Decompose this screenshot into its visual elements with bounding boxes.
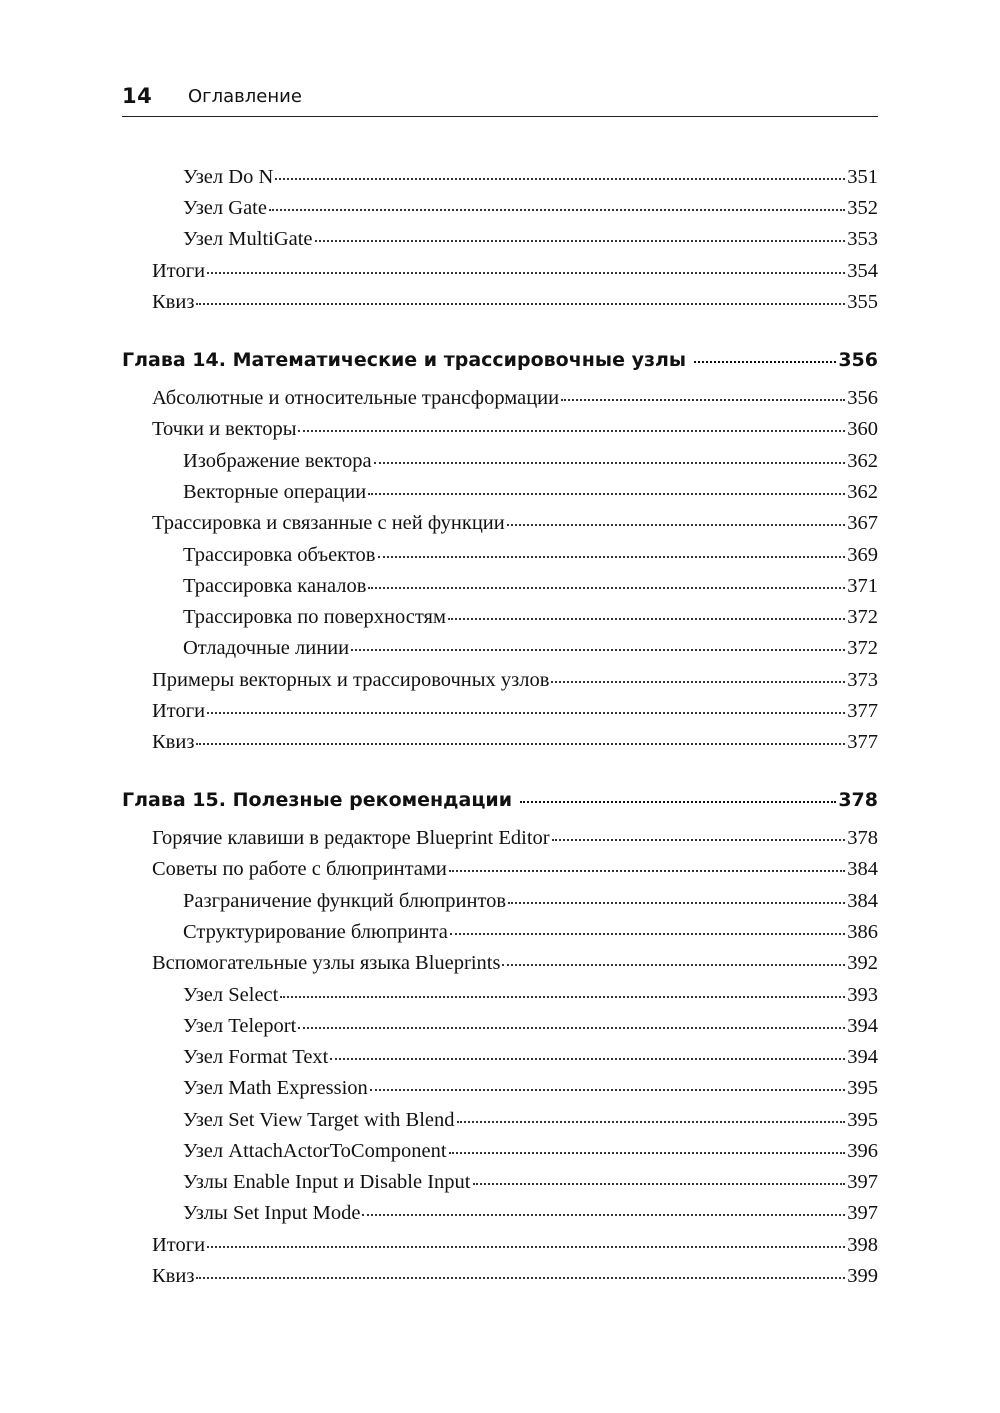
toc-entry-page: 393 xyxy=(847,984,878,1006)
chapter-title: Глава 14. Математические и трассировочные узлы xyxy=(122,349,687,371)
dot-leader xyxy=(552,838,846,841)
toc-entry-blueprint-tips[interactable] xyxy=(152,858,878,881)
dot-leader xyxy=(298,429,845,432)
toc-entry-title: Абсолютные и относительные трансформации xyxy=(152,387,560,409)
toc-entry-title: Узел Select xyxy=(183,984,279,1006)
dot-leader xyxy=(449,869,845,872)
toc-entry-title: Разграничение функций блюпринтов xyxy=(183,890,507,912)
dot-leader xyxy=(694,360,836,363)
toc-entry-tracing[interactable] xyxy=(152,512,878,535)
dot-leader xyxy=(275,177,845,180)
dot-leader xyxy=(561,398,845,401)
dot-leader xyxy=(196,302,845,305)
toc-entry-points-vectors[interactable] xyxy=(152,418,878,441)
dot-leader xyxy=(351,648,845,651)
toc-entry-page: 377 xyxy=(847,731,878,753)
toc-entry-blueprint-structure[interactable] xyxy=(183,921,878,944)
toc-entry-debug-lines[interactable] xyxy=(183,637,878,660)
toc-entry-format-text[interactable] xyxy=(183,1046,878,1069)
toc-entry-title: Векторные операции xyxy=(183,481,367,503)
toc-entry-quiz[interactable] xyxy=(152,731,878,754)
dot-leader xyxy=(207,711,845,714)
dot-leader xyxy=(520,800,836,803)
toc-entry-title: Трассировка и связанные с ней функции xyxy=(152,512,505,534)
dot-leader xyxy=(449,1151,846,1154)
toc-entry-page: 372 xyxy=(847,606,878,628)
toc-entry-title: Узлы Set Input Mode xyxy=(183,1202,361,1224)
toc-entry-page: 362 xyxy=(847,450,878,472)
toc-entry-page: 371 xyxy=(847,575,878,597)
dot-leader xyxy=(370,1088,845,1091)
toc-entry-title: Узел Do N xyxy=(183,166,274,188)
dot-leader xyxy=(450,932,845,935)
page-number: 14 xyxy=(122,84,153,108)
dot-leader xyxy=(368,492,845,495)
toc-entry-page: 367 xyxy=(847,512,878,534)
dot-leader xyxy=(507,523,846,526)
toc-entry-title: Узел MultiGate xyxy=(183,228,313,250)
toc-entry-title: Узлы Enable Input и Disable Input xyxy=(183,1171,471,1193)
toc-entry-page: 386 xyxy=(847,921,878,943)
toc-entry-transforms[interactable] xyxy=(152,387,878,410)
toc-entry-page: 384 xyxy=(847,890,878,912)
toc-entry-page: 395 xyxy=(847,1077,878,1099)
toc-chapter-14[interactable] xyxy=(122,349,878,371)
toc-entry-page: 356 xyxy=(847,387,878,409)
toc-entry-channel-tracing[interactable] xyxy=(183,575,878,598)
toc-entry-surface-tracing[interactable] xyxy=(183,606,878,629)
toc-entry-title: Итоги xyxy=(152,1234,206,1256)
toc-entry-quiz[interactable] xyxy=(152,291,878,314)
dot-leader xyxy=(457,1120,846,1123)
toc-entry-title: Узел AttachActorToComponent xyxy=(183,1140,447,1162)
toc-entry-page: 355 xyxy=(847,291,878,313)
toc-entry-math-expression[interactable] xyxy=(183,1077,878,1100)
toc-entry-page: 369 xyxy=(847,544,878,566)
toc-entry-page: 394 xyxy=(847,1015,878,1037)
toc-entry-vector-operations[interactable] xyxy=(183,481,878,504)
dot-leader xyxy=(448,617,845,620)
toc-entry-page: 372 xyxy=(847,637,878,659)
toc-entry-attach-actor[interactable] xyxy=(183,1140,878,1163)
dot-leader xyxy=(502,963,845,966)
dot-leader xyxy=(330,1057,845,1060)
toc-entry-title: Структурирование блюпринта xyxy=(183,921,448,943)
chapter-page: 378 xyxy=(838,789,878,811)
dot-leader xyxy=(362,1213,845,1216)
toc-entry-title: Трассировка каналов xyxy=(183,575,367,597)
toc-entry-page: 354 xyxy=(847,260,878,282)
table-of-contents xyxy=(122,0,878,1413)
toc-entry-title: Советы по работе с блюпринтами xyxy=(152,858,447,880)
toc-entry-vector-display[interactable] xyxy=(183,450,878,473)
toc-entry-title: Квиз xyxy=(152,1265,195,1287)
toc-entry-set-input-mode[interactable] xyxy=(183,1202,878,1225)
toc-entry-title: Квиз xyxy=(152,291,195,313)
dot-leader xyxy=(508,901,845,904)
toc-entry-title: Точки и векторы xyxy=(152,418,297,440)
toc-entry-title: Трассировка по поверхностям xyxy=(183,606,446,628)
toc-entry-page: 397 xyxy=(847,1202,878,1224)
toc-entry-title: Примеры векторных и трассировочных узлов xyxy=(152,669,550,691)
toc-entry-page: 353 xyxy=(847,228,878,250)
toc-entry-title: Вспомогательные узлы языка Blueprints xyxy=(152,952,501,974)
toc-entry-page: 351 xyxy=(847,166,878,188)
toc-entry-helper-nodes[interactable] xyxy=(152,952,878,975)
dot-leader xyxy=(315,239,846,242)
dot-leader xyxy=(207,1245,845,1248)
toc-entry-page: 373 xyxy=(847,669,878,691)
toc-entry-title: Узел Teleport xyxy=(183,1015,297,1037)
toc-entry-set-view-target[interactable] xyxy=(183,1109,878,1132)
toc-entry-summary[interactable] xyxy=(152,1234,878,1257)
toc-entry-hotkeys[interactable] xyxy=(152,827,878,850)
toc-entry-page: 377 xyxy=(847,700,878,722)
toc-entry-page: 362 xyxy=(847,481,878,503)
dot-leader xyxy=(551,680,845,683)
dot-leader xyxy=(280,995,845,998)
toc-entry-object-tracing[interactable] xyxy=(183,544,878,567)
toc-entry-title: Квиз xyxy=(152,731,195,753)
toc-entry-title: Узел Format Text xyxy=(183,1046,329,1068)
toc-entry-title: Горячие клавиши в редакторе Blueprint Editor xyxy=(152,827,550,849)
toc-entry-teleport[interactable] xyxy=(183,1015,878,1038)
toc-entry-title: Итоги xyxy=(152,260,206,282)
dot-leader xyxy=(473,1182,846,1185)
dot-leader xyxy=(207,271,845,274)
toc-entry-function-separation[interactable] xyxy=(183,890,878,913)
chapter-page: 356 xyxy=(838,349,878,371)
dot-leader xyxy=(269,208,845,211)
dot-leader xyxy=(196,1276,845,1279)
toc-entry-enable-disable-input[interactable] xyxy=(183,1171,878,1194)
dot-leader xyxy=(374,461,846,464)
toc-entry-page: 360 xyxy=(847,418,878,440)
toc-entry-page: 399 xyxy=(847,1265,878,1287)
toc-entry-title: Узел Math Expression xyxy=(183,1077,368,1099)
dot-leader xyxy=(298,1026,845,1029)
toc-entry-summary[interactable] xyxy=(152,700,878,723)
toc-entry-page: 398 xyxy=(847,1234,878,1256)
toc-entry-page: 395 xyxy=(847,1109,878,1131)
toc-entry-page: 378 xyxy=(847,827,878,849)
toc-entry-page: 394 xyxy=(847,1046,878,1068)
toc-entry-title: Трассировка объектов xyxy=(183,544,376,566)
toc-entry-page: 397 xyxy=(847,1171,878,1193)
toc-entry-page: 392 xyxy=(847,952,878,974)
toc-entry-page: 396 xyxy=(847,1140,878,1162)
toc-entry-title: Итоги xyxy=(152,700,206,722)
toc-entry-page: 352 xyxy=(847,197,878,219)
toc-entry-summary[interactable] xyxy=(152,260,878,283)
toc-entry-title: Отладочные линии xyxy=(183,637,350,659)
toc-entry-page: 384 xyxy=(847,858,878,880)
dot-leader xyxy=(378,555,846,558)
dot-leader xyxy=(368,586,845,589)
toc-chapter-15[interactable] xyxy=(122,789,878,811)
chapter-title: Глава 15. Полезные рекомендации xyxy=(122,789,513,811)
toc-entry-title: Узел Set View Target with Blend xyxy=(183,1109,455,1131)
toc-entry-do-n[interactable] xyxy=(183,166,878,189)
toc-entry-quiz[interactable] xyxy=(152,1265,878,1288)
toc-entry-title: Изображение вектора xyxy=(183,450,372,472)
toc-entry-gate[interactable] xyxy=(183,197,878,220)
toc-entry-examples[interactable] xyxy=(152,669,878,692)
dot-leader xyxy=(196,742,845,745)
toc-entry-select[interactable] xyxy=(183,984,878,1007)
running-title: Оглавление xyxy=(188,86,302,107)
toc-entry-multigate[interactable] xyxy=(183,228,878,251)
toc-entry-title: Узел Gate xyxy=(183,197,267,219)
